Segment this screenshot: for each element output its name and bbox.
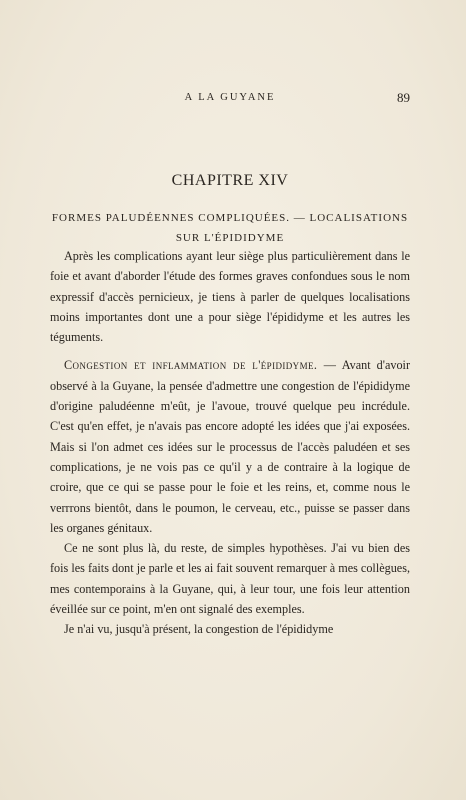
- running-head: [50, 90, 410, 108]
- paragraph: Je n'ai vu, jusqu'à présent, la congestion de l'épididyme: [64, 622, 334, 637]
- chapter-subtitle-line-2: SUR L'ÉPIDIDYME: [175, 232, 285, 244]
- paragraph: Ce ne sont plus là, du reste, de simples hypothèses. J'ai vu bien des fois les faits dont je parle et les ai fait souvent remarquer à mes collègues, mes contemporains à la Guyane, qui, à leur tour, une fois leur attention éveillée sur ce point, m'en ont signalé des exemples.: [50, 541, 410, 617]
- chapter-title: CHAPITRE XIV: [171, 172, 289, 189]
- paragraph-text: Avant d'avoir observé à la Guyane, la pensée d'admettre une congestion de l'épididyme d'origine paludéenne m'eût, je l'avoue, trouvé quelque peu incrédule. C'est qu'en effet, je n'avais pas encore adopté les idées que j'ai exposées. Mais si l'on admet ces idées sur le processus de l'accès paludéen et ses complications, je ne vois pas ce qu'il y a de contraire à la logique de croire, que ce qui se passe pour le foie et les reins, et, comme nous le verrrons bientôt, dans le poumon, le cerveau, etc., puisse se passer dans les organes génitaux.: [50, 358, 411, 535]
- paragraph: Après les complications ayant leur siège plus particulièrement dans le foie et avant d'aborder l'étude des formes graves confondues sous le nom expressif d'accès pernicieux, je tiens à parler de quelques localisations moins importantes dont une a pour siège l'épididyme et les autres les téguments.: [50, 249, 410, 345]
- paragraph: [50, 355, 410, 538]
- body-text: [50, 246, 410, 640]
- chapter-subtitle-line-1: FORMES PALUDÉENNES COMPLIQUÉES. — LOCALISATIONS: [51, 212, 409, 224]
- section-lead: Congestion et inflammation de l'épididyme. —: [64, 358, 337, 373]
- page-number: 89: [397, 90, 410, 105]
- chapter-subtitle: [50, 208, 410, 248]
- running-title: A LA GUYANE: [184, 92, 276, 103]
